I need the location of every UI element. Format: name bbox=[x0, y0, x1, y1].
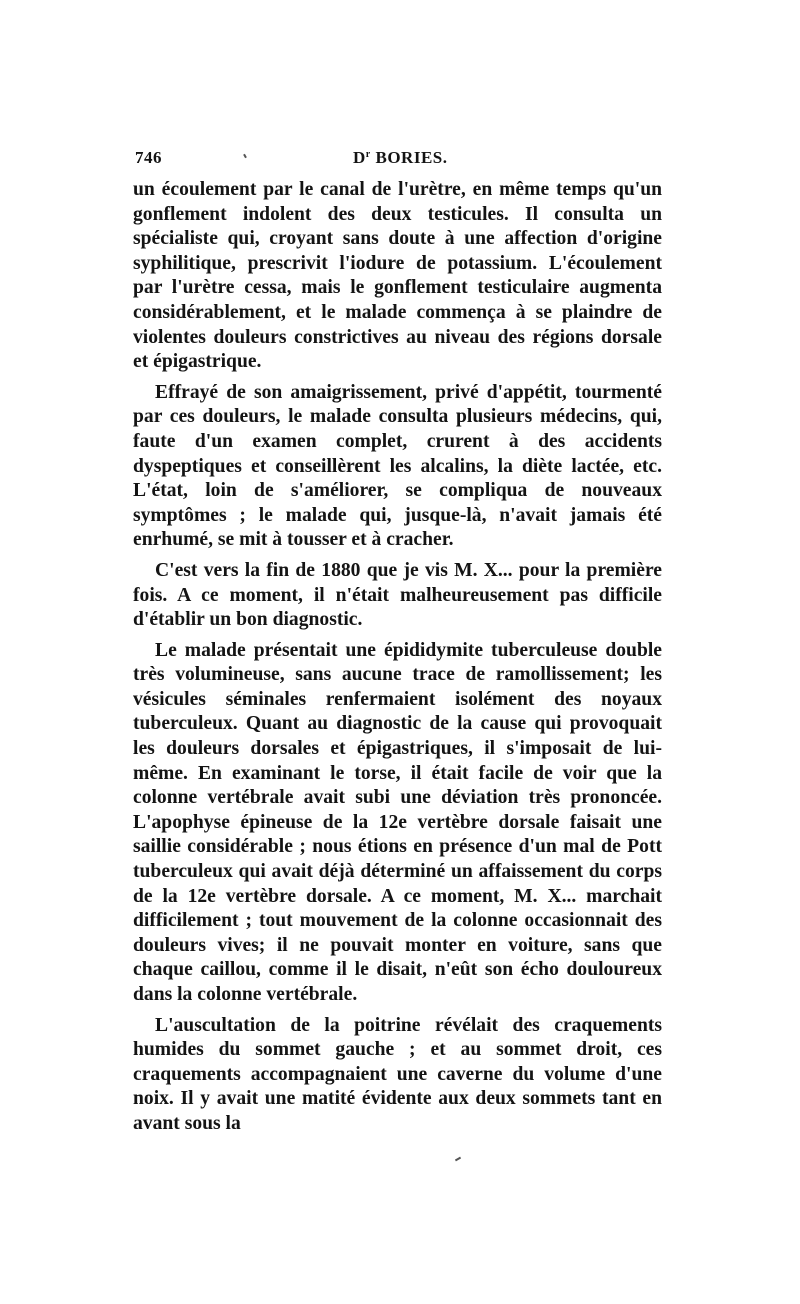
paragraph-5: L'auscultation de la poitrine révélait des craquements humides du sommet gauche ; et au sommet droit, ces craquements accompagnaient une caverne du volume d'une noix. Il y avait une matité évidente aux deux sommets tant en avant sous la bbox=[133, 1014, 662, 1134]
ink-speck bbox=[455, 1157, 461, 1162]
paragraph-3: C'est vers la fin de 1880 que je vis M. X... pour la première fois. A ce moment, il n'était malheureusement pas difficile d'établir un bon diagnostic. bbox=[133, 559, 662, 631]
page-number: 746 bbox=[135, 148, 162, 167]
running-title-prefix: D bbox=[353, 148, 366, 167]
body-text bbox=[133, 178, 662, 1143]
running-title-name: BORIES. bbox=[370, 148, 448, 167]
running-title-sup: r bbox=[365, 149, 371, 160]
running-head bbox=[135, 148, 660, 172]
paragraph-1: un écoulement par le canal de l'urètre, en même temps qu'un gonflement indolent des deux testicules. Il consulta un spécialiste qui, croyant sans doute à une affection d'origine syphilitique, prescrivit l'iodure de potassium. L'écoulement par l'urètre cessa, mais le gonflement testiculaire augmenta considérablement, et le malade commença à se plaindre de violentes douleurs constrictives au niveau des régions dorsale et épigastrique. bbox=[133, 179, 662, 373]
paragraph-2: Effrayé de son amaigrissement, privé d'appétit, tourmenté par ces douleurs, le malade consulta plusieurs médecins, qui, faute d'un examen complet, crurent à des accidents dyspeptiques et conseillèrent les alcalins, la diète lactée, etc. L'état, loin de s'améliorer, se compliqua de nouveaux symptômes ; le malade qui, jusque-là, n'avait jamais été enrhumé, se mit à tousser et à cracher. bbox=[133, 381, 662, 551]
running-title bbox=[353, 148, 447, 168]
paragraph-4: Le malade présentait une épididymite tuberculeuse double très volumineuse, sans aucune trace de ramollissement; les vésicules séminales renfermaient isolément des noyaux tuberculeux. Quant au diagnostic de la cause qui provoquait les douleurs dorsales et épigastriques, il s'imposait de lui-même. En examinant le torse, il était facile de voir que la colonne vertébrale avait subi une déviation très prononcée. L'apophyse épineuse de la 12e vertèbre dorsale faisait une saillie considérable ; nous étions en présence d'un mal de Pott tuberculeux qui avait déjà déterminé un affaissement du corps de la 12e vertèbre dorsale. A ce moment, M. X... marchait difficilement ; tout mouvement de la colonne occasionnait des douleurs vives; il ne pouvait monter en voiture, sans que chaque caillou, comme il le disait, n'eût son écho douloureux dans la colonne vertébrale. bbox=[133, 639, 662, 1005]
